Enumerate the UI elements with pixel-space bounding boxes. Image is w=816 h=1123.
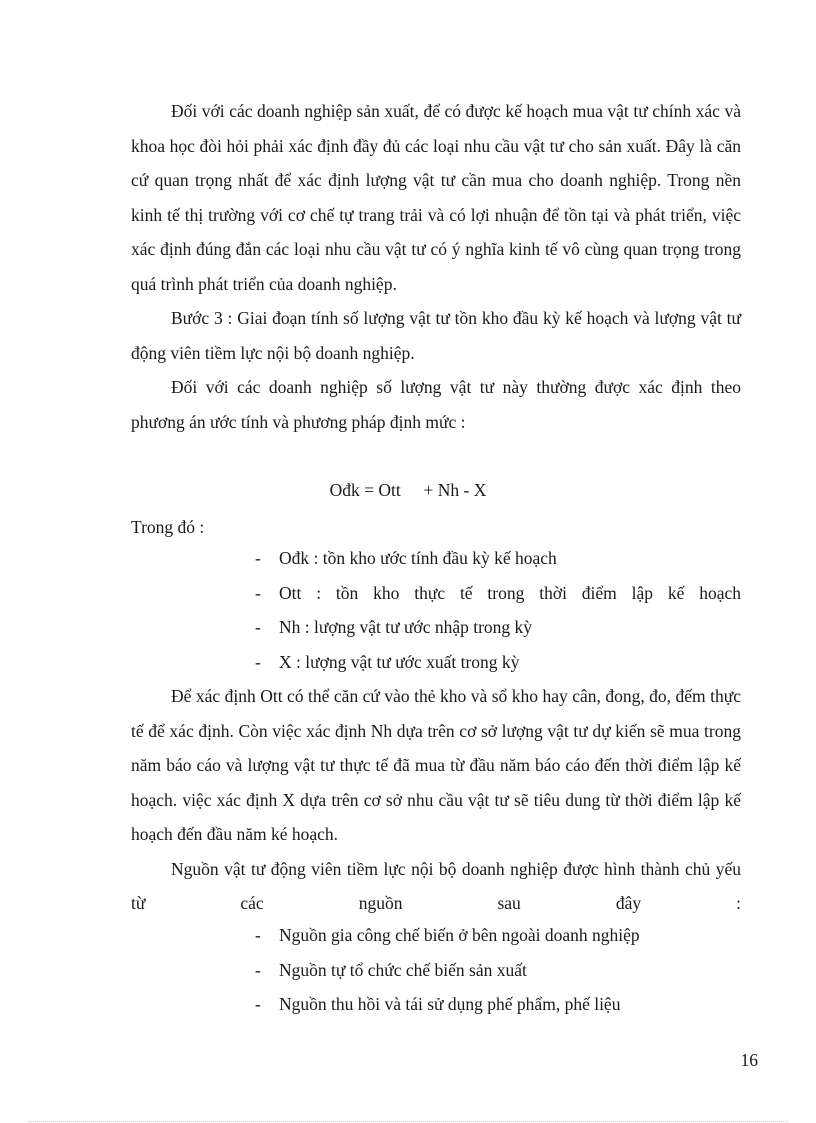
definition-item: - Nh : lượng vật tư ước nhập trong kỳ bbox=[255, 610, 741, 645]
bullet-dash: - bbox=[255, 994, 261, 1014]
formula-rhs: + Nh - X bbox=[423, 480, 487, 500]
bullet-dash: - bbox=[255, 651, 261, 672]
definition-item: - Ott : tồn kho thực tế trong thời điểm lập kế hoạch bbox=[255, 576, 741, 611]
body-text-top bbox=[131, 94, 741, 439]
paragraph-estimation-method: Đối với các doanh nghiệp số lượng vật tư này thường được xác định theo phương án ước tính và phương pháp định mức : bbox=[131, 377, 741, 432]
inventory-formula bbox=[0, 480, 816, 501]
source-item: - Nguồn tự tổ chức chế biến sản xuất bbox=[255, 953, 741, 988]
bullet-dash: - bbox=[255, 617, 261, 637]
paragraph-internal-sources: Nguồn vật tư động viên tiềm lực nội bộ doanh nghiệp được hình thành chủ yếu từ các nguồn sau đây : bbox=[131, 858, 741, 913]
bullet-dash: - bbox=[255, 548, 261, 568]
paragraph-determination: Để xác định Ott có thể căn cứ vào thẻ kho và sổ kho hay cân, đong, đo, đếm thực tế để xác định. Còn việc xác định Nh dựa trên cơ sở lượng vật tư dự kiến sẽ mua trong năm báo cáo và lượng vật tư thực tế đã mua từ đầu năm báo cáo đến thời điểm lập kế hoạch. việc xác định X dựa trên cơ sở nhu cầu vật tư sẽ tiêu dung từ thời điểm lập kế hoạch đến đầu năm ké hoạch. bbox=[131, 686, 741, 844]
where-label-block bbox=[131, 510, 741, 545]
bullet-dash: - bbox=[255, 925, 261, 945]
bullet-dash: - bbox=[255, 959, 261, 980]
definitions-list bbox=[255, 541, 741, 679]
bullet-dash: - bbox=[255, 582, 261, 603]
body-text-bottom bbox=[131, 679, 741, 921]
page-number: 16 bbox=[740, 1050, 758, 1070]
source-item: - Nguồn gia công chế biến ở bên ngoài doanh nghiệp bbox=[255, 918, 741, 953]
paragraph-requirements: Đối với các doanh nghiệp sản xuất, để có được kế hoạch mua vật tư chính xác và khoa học đòi hỏi phải xác định đầy đủ các loại nhu cầu vật tư cho sản xuất. Đây là căn cứ quan trọng nhất để xác định lượng vật tư cần mua cho doanh nghiệp. Trong nền kinh tế thị trường với cơ chế tự trang trải và có lợi nhuận để tồn tại và phát triển, việc xác định đúng đắn các loại nhu cầu vật tư có ý nghĩa kinh tế vô cùng quan trọng trong quá trình phát triển của doanh nghiệp. bbox=[131, 101, 741, 294]
where-label: Trong đó : bbox=[131, 517, 205, 537]
sources-list bbox=[255, 918, 741, 1022]
definition-item: - X : lượng vật tư ước xuất trong kỳ bbox=[255, 645, 741, 680]
page-bottom-divider bbox=[28, 1121, 788, 1122]
source-item: - Nguồn thu hồi và tái sử dụng phế phẩm, phế liệu bbox=[255, 987, 741, 1022]
formula-lhs: Ođk = Ott bbox=[329, 480, 401, 500]
paragraph-step-3: Bước 3 : Giai đoạn tính số lượng vật tư tồn kho đầu kỳ kế hoạch và lượng vật tư động viên tiềm lực nội bộ doanh nghiệp. bbox=[131, 308, 741, 363]
definition-item: - Ođk : tồn kho ước tính đầu kỳ kế hoạch bbox=[255, 541, 741, 576]
